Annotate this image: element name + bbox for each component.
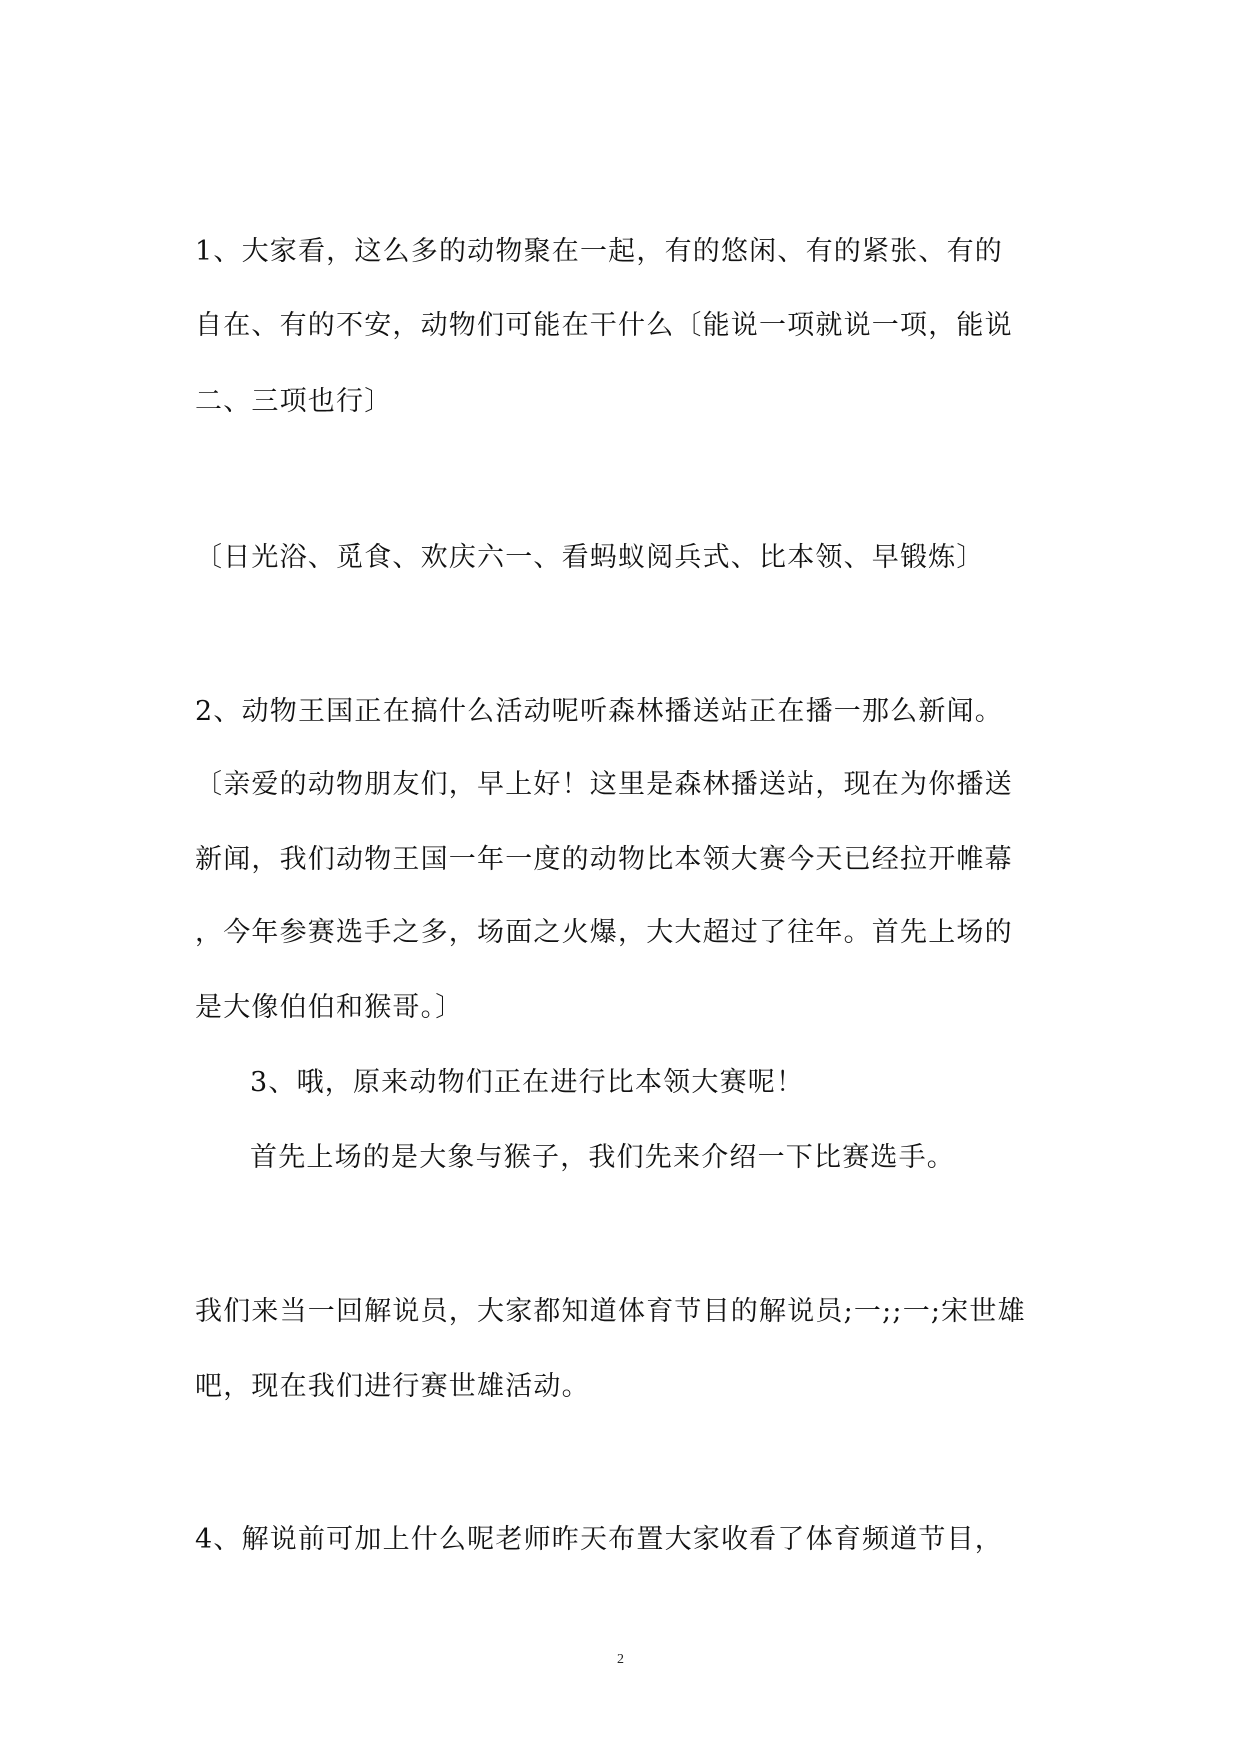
paragraph-2-line-4: ，今年参赛选手之多，场面之火爆，大大超过了往年。首先上场的 (195, 917, 1013, 948)
paragraph-4: 首先上场的是大象与猴子，我们先来介绍一下比赛选手。 (250, 1142, 955, 1173)
paragraph-3: 3、哦，原来动物们正在进行比本领大赛呢！ (250, 1067, 805, 1098)
paragraph-5-line-1: 我们来当一回解说员，大家都知道体育节目的解说员;一;;一;宋世雄 (195, 1296, 1026, 1327)
paragraph-1-line-2: 自在、有的不安，动物们可能在干什么〔能说一项就说一项，能说 (195, 310, 1013, 341)
paragraph-1-line-3: 二、三项也行〕 (195, 386, 393, 417)
paragraph-2-line-1: 2、动物王国正在搞什么活动呢听森林播送站正在播一那么新闻。 (195, 696, 1003, 727)
paragraph-6: 4、解说前可加上什么呢老师昨天布置大家收看了体育频道节目， (195, 1524, 1003, 1555)
paragraph-answers: 〔日光浴、觅食、欢庆六一、看蚂蚁阅兵式、比本领、早锻炼〕 (195, 542, 985, 573)
paragraph-2-line-5: 是大像伯伯和猴哥。〕 (195, 992, 464, 1023)
paragraph-2-line-2: 〔亲爱的动物朋友们，早上好！这里是森林播送站，现在为你播送 (195, 769, 1013, 800)
paragraph-5-line-2: 吧，现在我们进行赛世雄活动。 (195, 1371, 590, 1402)
paragraph-2-line-3: 新闻，我们动物王国一年一度的动物比本领大赛今天已经拉开帷幕 (195, 844, 1013, 875)
paragraph-1-line-1: 1、大家看，这么多的动物聚在一起，有的悠闲、有的紧张、有的 (195, 236, 1003, 267)
page-number: 2 (617, 1652, 624, 1667)
